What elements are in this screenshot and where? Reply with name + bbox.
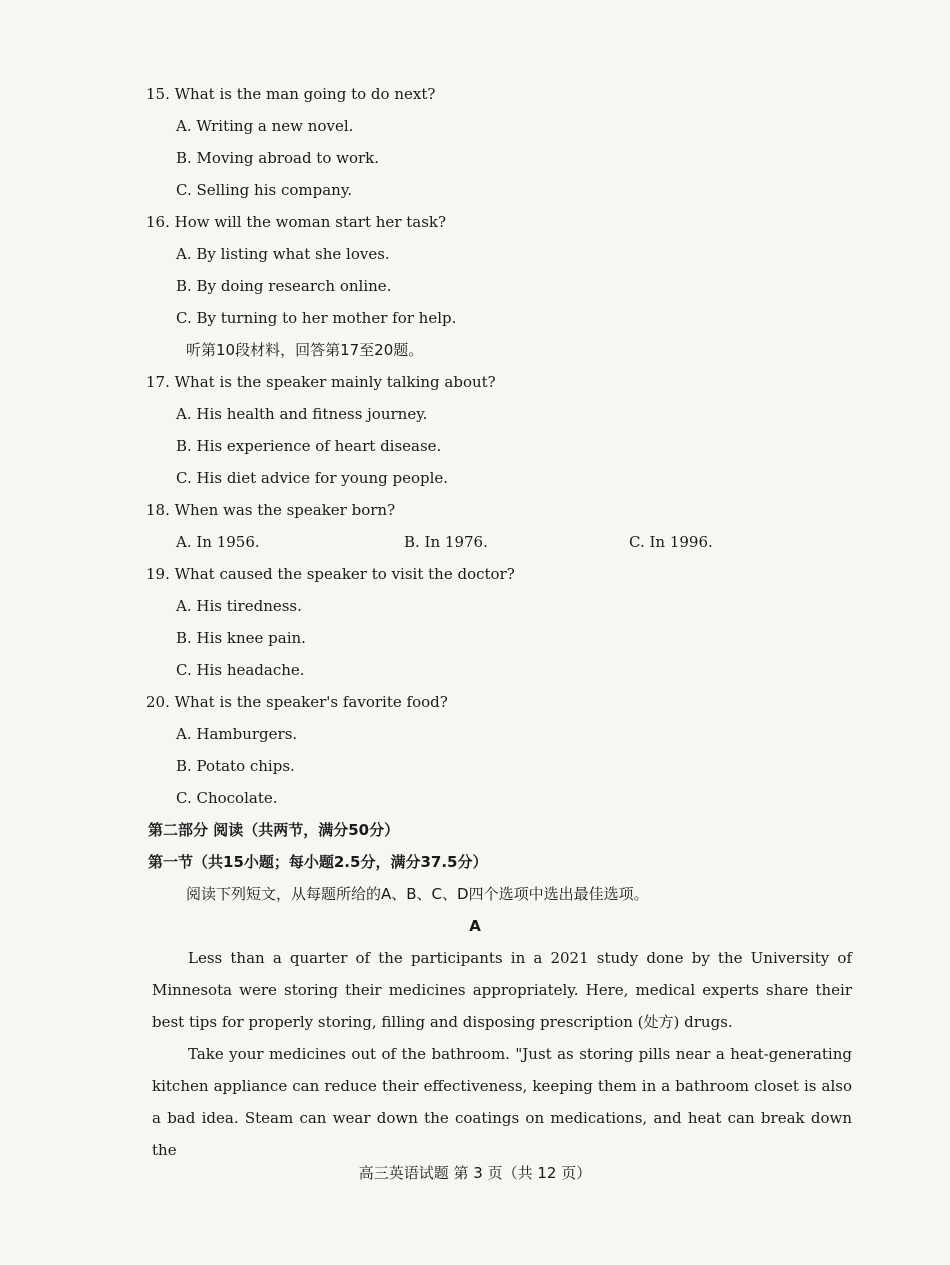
option-19c: C. His headache.	[176, 661, 305, 679]
section1-title: 第一节（共15小题；每小题2.5分，满分37.5分）	[148, 853, 488, 871]
option-20c: C. Chocolate.	[176, 789, 278, 807]
option-16c: C. By turning to her mother for help.	[176, 309, 457, 327]
question-20: 20. What is the speaker's favorite food?	[146, 693, 448, 711]
option-18a: A. In 1956.	[176, 533, 260, 551]
option-15c: C. Selling his company.	[176, 181, 353, 199]
option-17b: B. His experience of heart disease.	[176, 437, 442, 455]
option-20b: B. Potato chips.	[176, 757, 295, 775]
question-17: 17. What is the speaker mainly talking about?	[146, 373, 496, 391]
option-15b: B. Moving abroad to work.	[176, 149, 380, 167]
passage-paragraph-1: Less than a quarter of the participants in a 2021 study done by the University of Minnesota were storing their medicines appropriately. Here, medical experts share their best tips for properly storing, filling and disposing prescription (处方) drugs.	[152, 949, 852, 1031]
option-18b: B. In 1976.	[404, 533, 488, 551]
part2-title: 第二部分 阅读（共两节，满分50分）	[148, 821, 400, 839]
reading-instruction: 阅读下列短文，从每题所给的A、B、C、D四个选项中选出最佳选项。	[186, 885, 649, 903]
option-20a: A. Hamburgers.	[176, 725, 298, 743]
question-18: 18. When was the speaker born?	[146, 501, 396, 519]
question-19: 19. What caused the speaker to visit the doctor?	[146, 565, 515, 583]
option-17c: C. His diet advice for young people.	[176, 469, 449, 487]
page-footer: 高三英语试题 第 3 页（共 12 页）	[358, 1164, 592, 1182]
option-15a: A. Writing a new novel.	[176, 117, 354, 135]
option-17a: A. His health and fitness journey.	[176, 405, 428, 423]
option-18c: C. In 1996.	[629, 533, 713, 551]
option-16a: A. By listing what she loves.	[176, 245, 390, 263]
option-19b: B. His knee pain.	[176, 629, 306, 647]
question-15: 15. What is the man going to do next?	[146, 85, 436, 103]
option-16b: B. By doing research online.	[176, 277, 392, 295]
option-19a: A. His tiredness.	[176, 597, 302, 615]
passage-label: A	[469, 917, 481, 935]
listening-instruction: 听第10段材料，回答第17至20题。	[186, 341, 424, 359]
question-16: 16. How will the woman start her task?	[146, 213, 447, 231]
passage-paragraph-2: Take your medicines out of the bathroom. "Just as storing pills near a heat-generating kitchen appliance can reduce their effectiveness, keeping them in a bathroom closet is also a bad idea. Steam can wear down the coatings on medications, and heat can break down the	[152, 1045, 852, 1159]
